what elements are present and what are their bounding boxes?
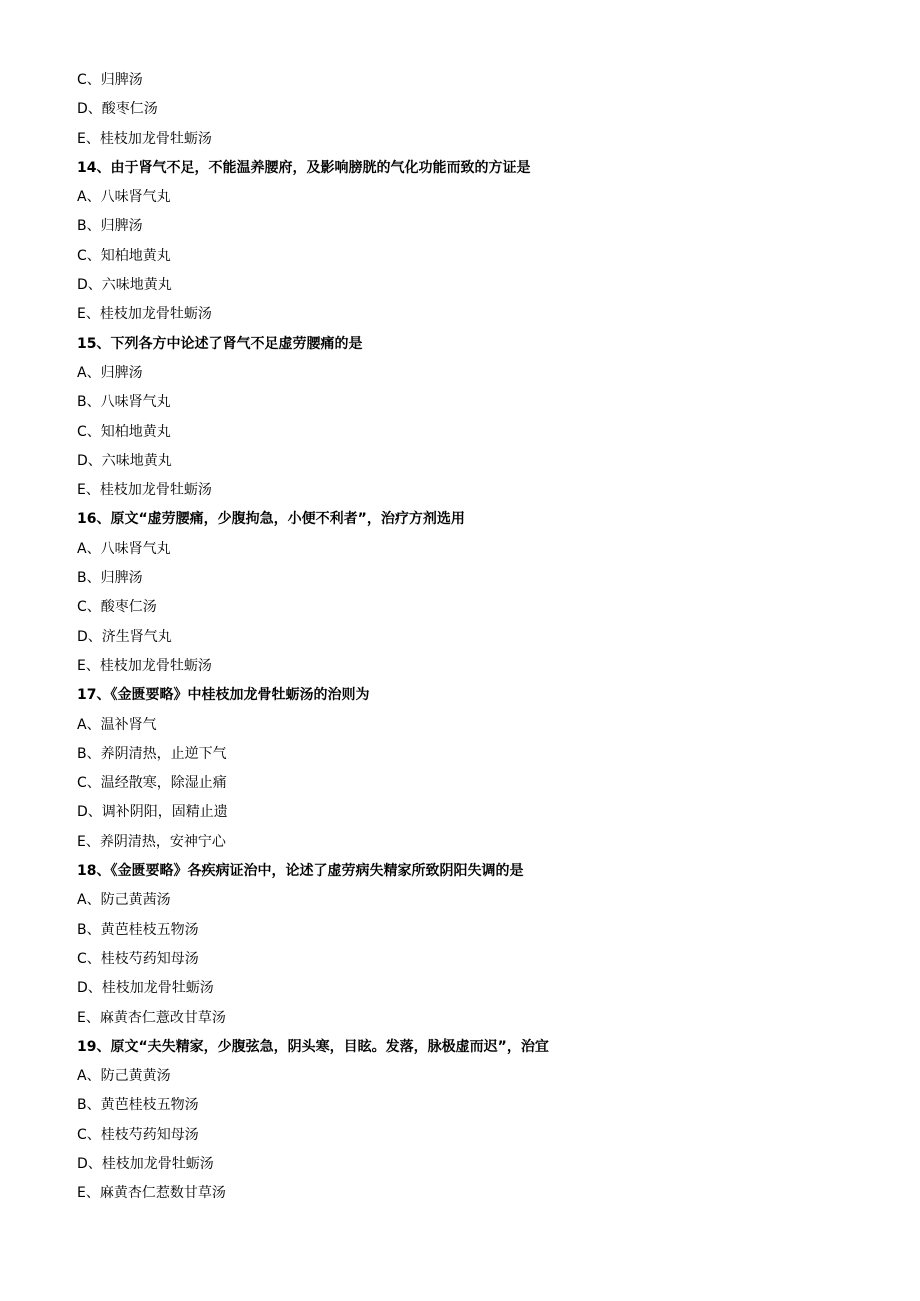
option-d-q16: D、济生肾气丸 <box>77 628 172 645</box>
option-c-q13: C、归脾汤 <box>77 72 143 88</box>
option-c-q16: C、酸枣仁汤 <box>77 599 157 616</box>
option-c-q19: C、桂枝芍药知母汤 <box>77 1126 199 1143</box>
option-d-q13: D、酸枣仁汤 <box>77 101 158 118</box>
option-b-q15: B、八味肾气丸 <box>77 394 171 411</box>
option-e-q17: E、养阴清热，安神宁心 <box>77 833 226 850</box>
option-d-q15: D、六味地黄丸 <box>77 452 172 469</box>
question-19: 19、原文“夫失精家，少腹弦急，阴头寒，目眩。发落，脉极虚而迟”，治宜 <box>77 1038 549 1055</box>
option-e-q19: E、麻黄杏仁惹数甘草汤 <box>77 1185 226 1202</box>
option-a-q17: A、温补肾气 <box>77 716 157 733</box>
option-b-q14: B、归脾汤 <box>77 218 143 235</box>
option-a-q14: A、八味肾气丸 <box>77 189 171 206</box>
question-16: 16、原文“虚劳腰痛，少腹拘急，小便不利者”，治疗方剂选用 <box>77 511 465 528</box>
option-e-q16: E、桂枝加龙骨牡蛎汤 <box>77 657 212 674</box>
option-e-q18: E、麻黄杏仁薏改甘草汤 <box>77 1009 226 1026</box>
option-d-q18: D、桂枝加龙骨牡蛎汤 <box>77 980 214 997</box>
option-b-q19: B、黄芭桂枝五物汤 <box>77 1097 199 1114</box>
option-d-q19: D、桂枝加龙骨牡蛎汤 <box>77 1155 214 1172</box>
option-b-q18: B、黄芭桂枝五物汤 <box>77 921 199 938</box>
question-15: 15、下列各方中论述了肾气不足虚劳腰痛的是 <box>77 335 363 352</box>
document-page <box>77 66 857 1209</box>
option-a-q18: A、防己黄茜汤 <box>77 892 171 909</box>
option-d-q17: D、调补阴阳，固精止遗 <box>77 804 228 821</box>
option-e-q13: E、桂枝加龙骨牡蛎汤 <box>77 130 212 147</box>
option-a-q15: A、归脾汤 <box>77 364 143 381</box>
question-17: 17、《金匮要略》中桂枝加龙骨牡蛎汤的治则为 <box>77 687 370 704</box>
option-e-q15: E、桂枝加龙骨牡蛎汤 <box>77 482 212 499</box>
question-14: 14、由于肾气不足，不能温养腰府，及影响膀胱的气化功能而致的方证是 <box>77 159 531 176</box>
option-c-q17: C、温经散寒，除湿止痛 <box>77 775 227 792</box>
option-c-q18: C、桂枝芍药知母汤 <box>77 950 199 967</box>
option-c-q14: C、知柏地黄丸 <box>77 247 171 264</box>
option-b-q16: B、归脾汤 <box>77 570 143 587</box>
option-a-q16: A、八味肾气丸 <box>77 540 171 557</box>
option-d-q14: D、六味地黄丸 <box>77 277 172 294</box>
option-b-q17: B、养阴清热，止逆下气 <box>77 745 227 762</box>
question-18: 18、《金匮要略》各疾病证治中，论述了虚劳病失精家所致阴阳失调的是 <box>77 863 524 880</box>
option-a-q19: A、防己黄黄汤 <box>77 1068 171 1085</box>
option-e-q14: E、桂枝加龙骨牡蛎汤 <box>77 306 212 323</box>
option-c-q15: C、知柏地黄丸 <box>77 423 171 440</box>
